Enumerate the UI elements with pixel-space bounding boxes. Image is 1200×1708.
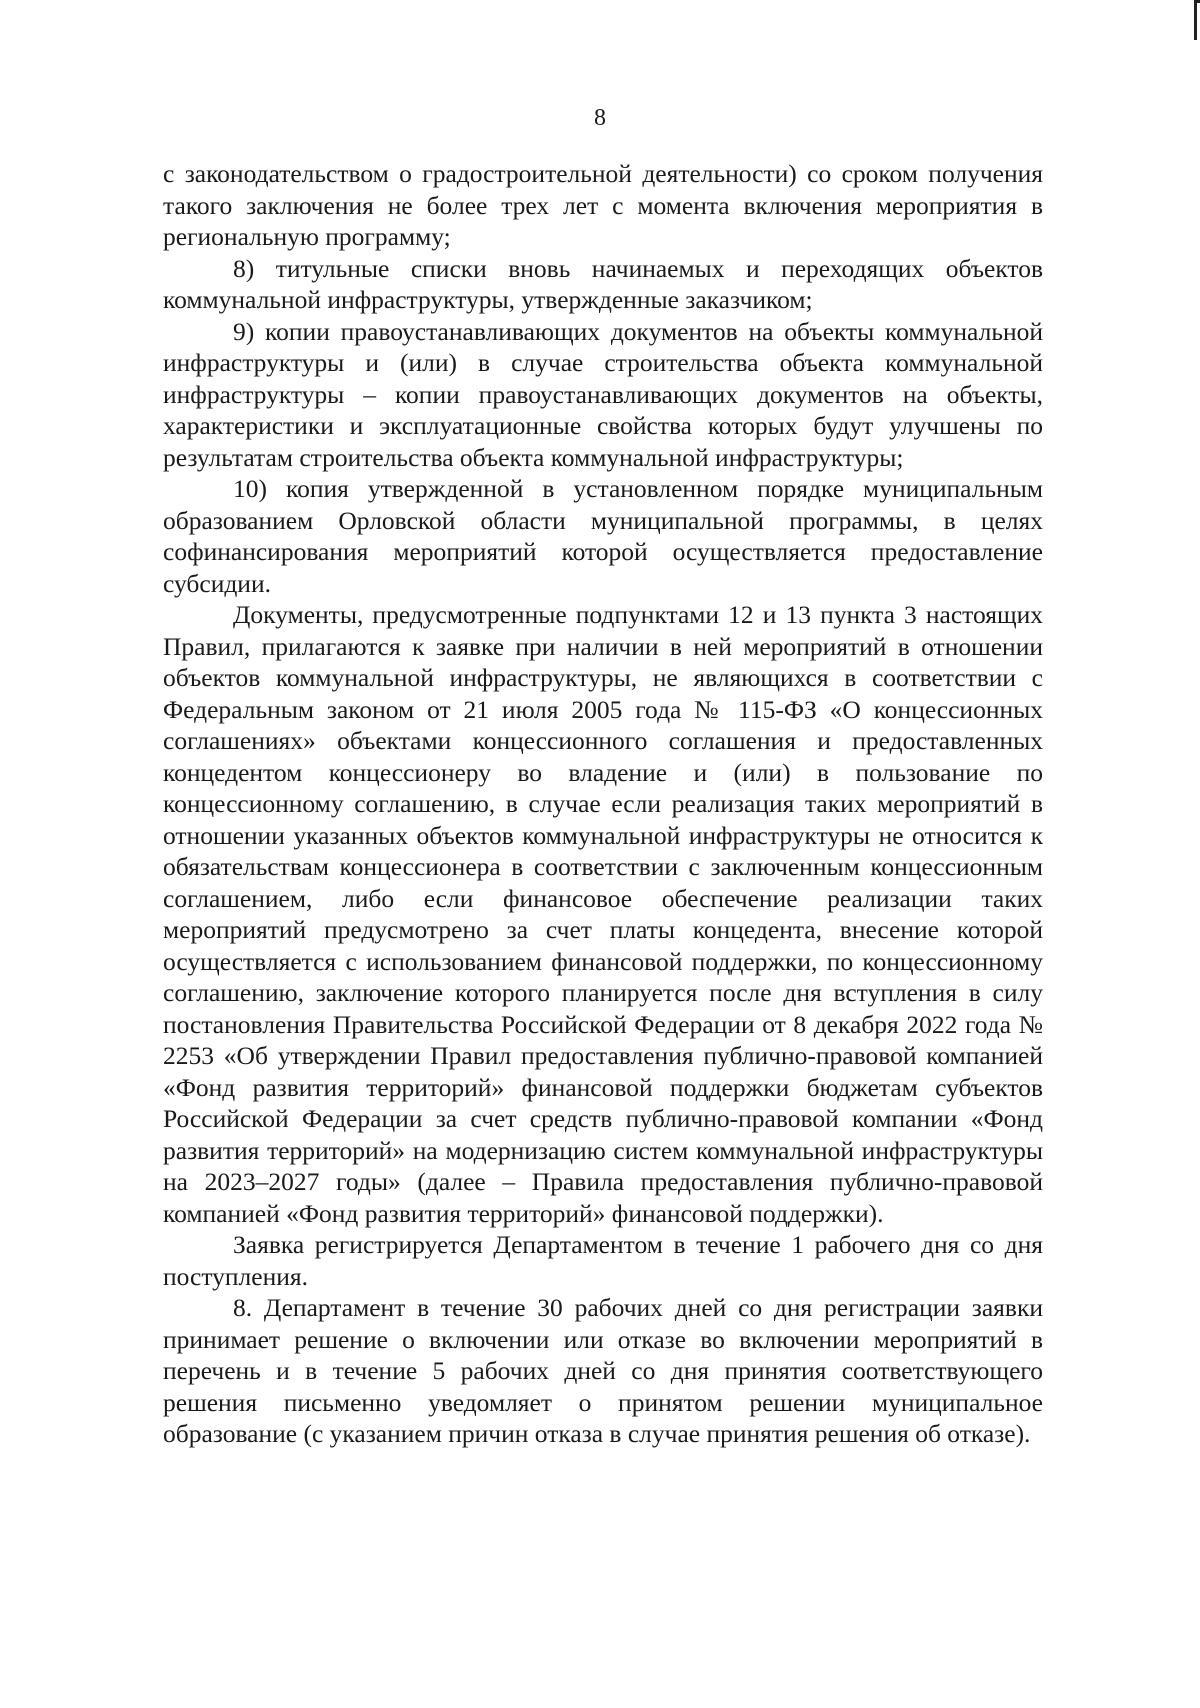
page-number: 8 [594,105,606,131]
paragraph-clause-8: 8. Департамент в течение 30 рабочих дней со дня регистрации заявки принимает решение о включении или отказе во включении мероприятий в перечень и в течение 5 рабочих дней со дня принятия соответствующего решения письменно уведомляет о принятом решении муниципальное образование (с указанием причин отказа в случае принятия решения об отказе). [163,1293,1043,1448]
paragraph-registration: Заявка регистрируется Департаментом в течение 1 рабочего дня со дня поступления. [163,1230,1043,1291]
paragraph-item-8: 8) титульные списки вновь начинаемых и переходящих объектов коммунальной инфраструктуры, утвержденные заказчиком; [163,253,1043,314]
document-body [163,158,1043,1450]
corner-crop-mark [1194,0,1200,40]
paragraph-item-9: 9) копии правоустанавливающих документов на объекты коммунальной инфраструктуры и (или) в случае строительства объекта коммунальной инфраструктуры – копии правоустанавливающих документов на объекты, характеристики и эксплуатационные свойства которых будут улучшены по результатам строительства объекта коммунальной инфраструктуры; [163,316,1043,472]
paragraph-continuation: с законодательством о градостроительной деятельности) со сроком получения такого заключения не более трех лет с момента включения мероприятия в региональную программу; [163,159,1043,251]
paragraph-item-10: 10) копия утвержденной в установленном порядке муниципальным образованием Орловской области муниципальной программы, в целях софинансирования мероприятий которой осуществляется предоставление субсидии. [163,474,1043,598]
paragraph-documents: Документы, предусмотренные подпунктами 12 и 13 пункта 3 настоящих Правил, прилагаются к заявке при наличии в ней мероприятий в отношении объектов коммунальной инфраструктуры, не являющихся в соответствии с Федеральным законом от 21 июля 2005 года № 115-ФЗ «О концессионных соглашениях» объектами концессионного соглашения и предоставленных концедентом концессионеру во владение и (или) в пользование по концессионному соглашению, в случае если реализация таких мероприятий в отношении указанных объектов коммунальной инфраструктуры не относится к обязательствам концессионера в соответствии с заключенным концессионным соглашением, либо если финансовое обеспечение реализации таких мероприятий предусмотрено за счет платы концедента, внесение которой осуществляется с использованием финансовой поддержки, по концессионному соглашению, заключение которого планируется после дня вступления в силу постановления Правительства Российской Федерации от 8 декабря 2022 года № 2253 «Об утверждении Правил предоставления публично-правовой компанией «Фонд развития территорий» финансовой поддержки бюджетам субъектов Российской Федерации за счет средств публично-правовой компании «Фонд развития территорий» на модернизацию систем коммунальной инфраструктуры на 2023–2027 годы» (далее – Правила предоставления публично-правовой компанией «Фонд развития территорий» финансовой поддержки). [163,600,1043,1228]
